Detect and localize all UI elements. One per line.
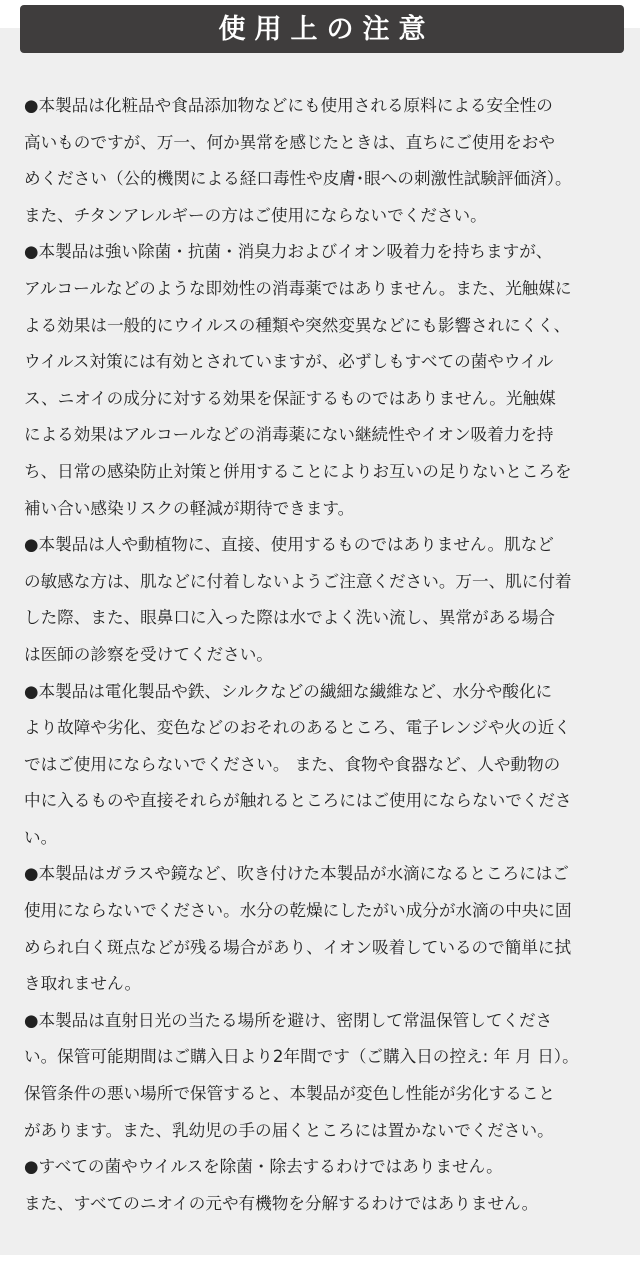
notice-line: より故障や劣化、変色などのおそれのあるところ、電子レンジや火の近く xyxy=(24,718,571,738)
notice-line: ●すべての菌やウイルスを除菌・除去するわけではありません。 xyxy=(24,1157,503,1177)
notice-text xyxy=(24,88,624,1222)
section-header xyxy=(20,5,624,53)
notice-line: ●本製品はガラスや鏡など、吹き付けた本製品が水滴になるところにはご xyxy=(24,864,569,884)
notice-line: また、すべてのニオイの元や有機物を分解するわけではありません。 xyxy=(24,1193,539,1213)
notice-line: ●本製品は人や動植物に、直接、使用するものではありません。肌など xyxy=(24,535,554,555)
notice-line: 補い合い感染リスクの軽減が期待できます。 xyxy=(24,498,355,518)
notice-line: の敏感な方は、肌などに付着しないようご注意ください。万一、肌に付着 xyxy=(24,571,572,591)
notice-line: ●本製品は直射日光の当たる場所を避け、密閉して常温保管してくださ xyxy=(24,1010,553,1030)
notice-line: は医師の診察を受けてください。 xyxy=(24,644,273,664)
notice-line: い。 xyxy=(24,827,58,847)
notice-line: い。保管可能期間はご購入日より2年間です（ご購入日の控え: 年 月 日）。 xyxy=(24,1047,579,1067)
notice-line: ●本製品は電化製品や鉄、シルクなどの繊細な繊維など、水分や酸化に xyxy=(24,681,553,701)
notice-line: があります。また、乳幼児の手の届くところには置かないでください。 xyxy=(24,1120,554,1140)
notice-line: 中に入るものや直接それらが触れるところにはご使用にならないでくださ xyxy=(24,791,572,811)
notice-line: ウイルス対策には有効とされていますが、必ずしもすべての菌やウイル xyxy=(24,352,554,372)
notice-line: ち、日常の感染防止対策と併用することによりお互いの足りないところを xyxy=(24,461,572,481)
notice-line: めください（公的機関による経口毒性や皮膚･眼への刺激性試験評価済）。 xyxy=(24,169,572,189)
notice-line: ●本製品は化粧品や食品添加物などにも使用される原料による安全性の xyxy=(24,96,553,115)
notice-line: による効果はアルコールなどの消毒薬にない継続性やイオン吸着力を持 xyxy=(24,425,554,445)
section-title: 使用上の注意 xyxy=(218,13,435,45)
notice-line: よる効果は一般的にウイルスの種類や突然変異などにも影響されにくく、 xyxy=(24,315,571,335)
notice-line: また、チタンアレルギーの方はご使用にならないでください。 xyxy=(24,205,487,225)
notice-line: ではご使用にならないでください。 また、食物や食器など、人や動物の xyxy=(24,754,561,774)
notice-line: 高いものですが、万一、何か異常を感じたときは、直ちにご使用をおや xyxy=(24,132,555,152)
notice-line: き取れません。 xyxy=(24,974,142,994)
notice-line: 保管条件の悪い場所で保管すると、本製品が変色し性能が劣化すること xyxy=(24,1084,555,1104)
notice-line: アルコールなどのような即効性の消毒薬ではありません。また、光触媒に xyxy=(24,278,572,298)
notice-line: ●本製品は強い除菌・抗菌・消臭力およびイオン吸着力を持ちますが、 xyxy=(24,242,553,262)
notice-line: した際、また、眼鼻口に入った際は水でよく洗い流し、異常がある場合 xyxy=(24,608,555,628)
notice-line: められ白く斑点などが残る場合があり、イオン吸着しているので簡単に拭 xyxy=(24,937,572,957)
notice-line: 使用にならないでください。水分の乾燥にしたがい成分が水滴の中央に固 xyxy=(24,901,572,921)
notice-line: ス、ニオイの成分に対する効果を保証するものではありません。光触媒 xyxy=(24,388,556,408)
